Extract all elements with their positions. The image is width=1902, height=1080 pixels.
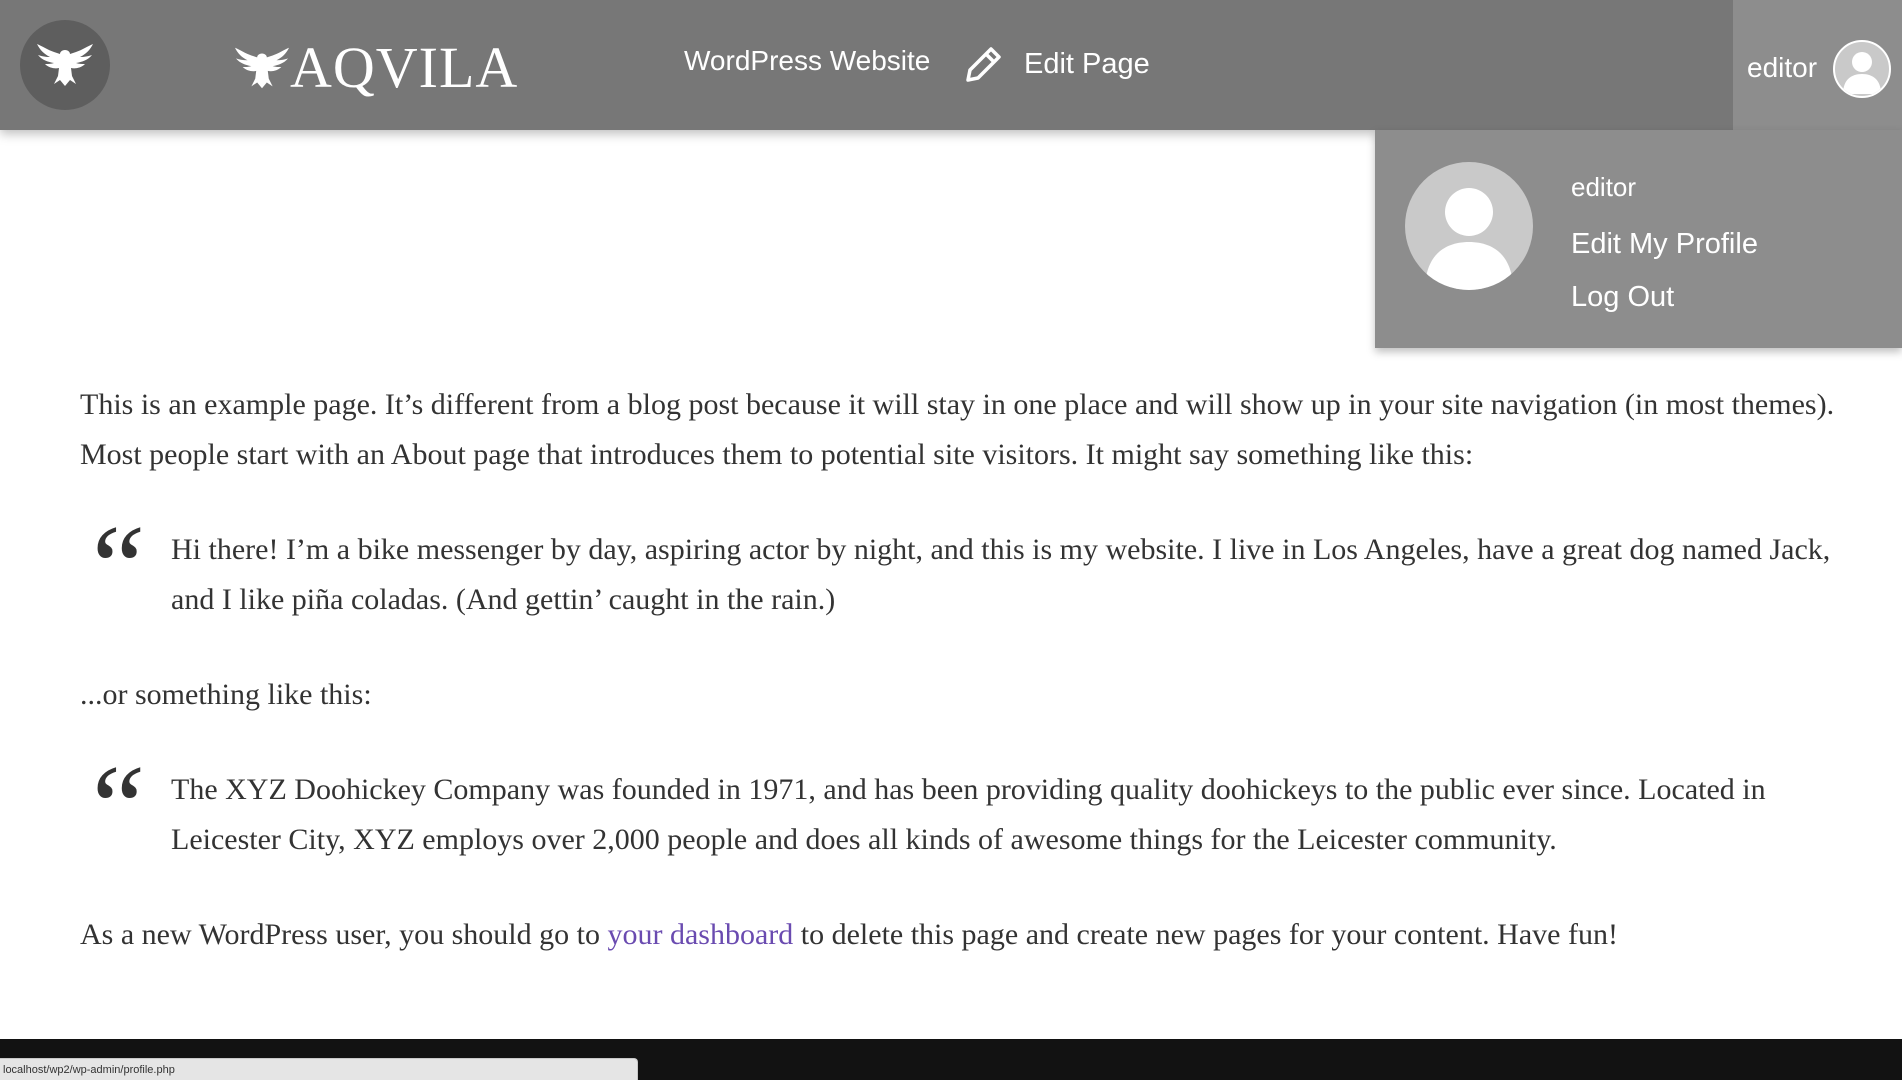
dashboard-link[interactable]: your dashboard	[607, 918, 794, 951]
site-emblem-button[interactable]	[20, 20, 110, 110]
eagle-icon	[234, 45, 290, 91]
quote-mark-icon: “	[80, 740, 147, 873]
final-text-after: to delete this page and create new pages for your content. Have fun!	[793, 918, 1618, 951]
blockquote-2	[80, 740, 1850, 873]
dropdown-username: editor	[1571, 172, 1637, 202]
eagle-icon	[36, 42, 94, 88]
account-display-name: editor	[1747, 52, 1818, 83]
edit-page-label: Edit Page	[1024, 47, 1150, 80]
brand-logo[interactable]	[234, 35, 519, 100]
final-text-before: As a new WordPress user, you should go to	[80, 918, 608, 951]
page-content	[80, 380, 1850, 960]
user-avatar-icon	[1833, 40, 1891, 98]
site-home-link[interactable]: WordPress Website	[684, 45, 931, 76]
or-paragraph: ...or something like this:	[80, 678, 372, 711]
status-bar-url: localhost/wp2/wp-admin/profile.php	[0, 1058, 638, 1080]
quote-text-2: The XYZ Doohickey Company was founded in 1971, and has been providing quality doohickeys to the public ever since. Located in Leicester City, XYZ employs over 2,000 people and does all kinds of awesome things for the Leicester community.	[171, 773, 1766, 856]
blockquote-1	[80, 500, 1850, 633]
quote-text-1: Hi there! I’m a bike messenger by day, aspiring actor by night, and this is my website. I live in Los Angeles, have a great dog named Jack, and I like piña coladas. (And gettin’ caught in the rain.)	[171, 533, 1831, 616]
edit-page-link[interactable]	[964, 44, 1150, 84]
brand-name: AQVILA	[290, 35, 519, 100]
admin-bar	[0, 0, 1733, 130]
user-avatar-icon	[1405, 162, 1533, 290]
account-dropdown	[1375, 130, 1902, 348]
pencil-icon	[964, 44, 1004, 84]
intro-paragraph: This is an example page. It’s different from a blog post because it will stay in one place and will show up in your site navigation (in most themes). Most people start with an About page that introduces them to potential site visitors. It might say something like this:	[80, 388, 1835, 471]
logout-link[interactable]: Log Out	[1571, 281, 1675, 313]
edit-profile-link[interactable]: Edit My Profile	[1571, 228, 1758, 260]
account-menu-toggle[interactable]	[1733, 0, 1902, 130]
quote-mark-icon: “	[80, 500, 147, 633]
final-paragraph	[80, 910, 1850, 960]
